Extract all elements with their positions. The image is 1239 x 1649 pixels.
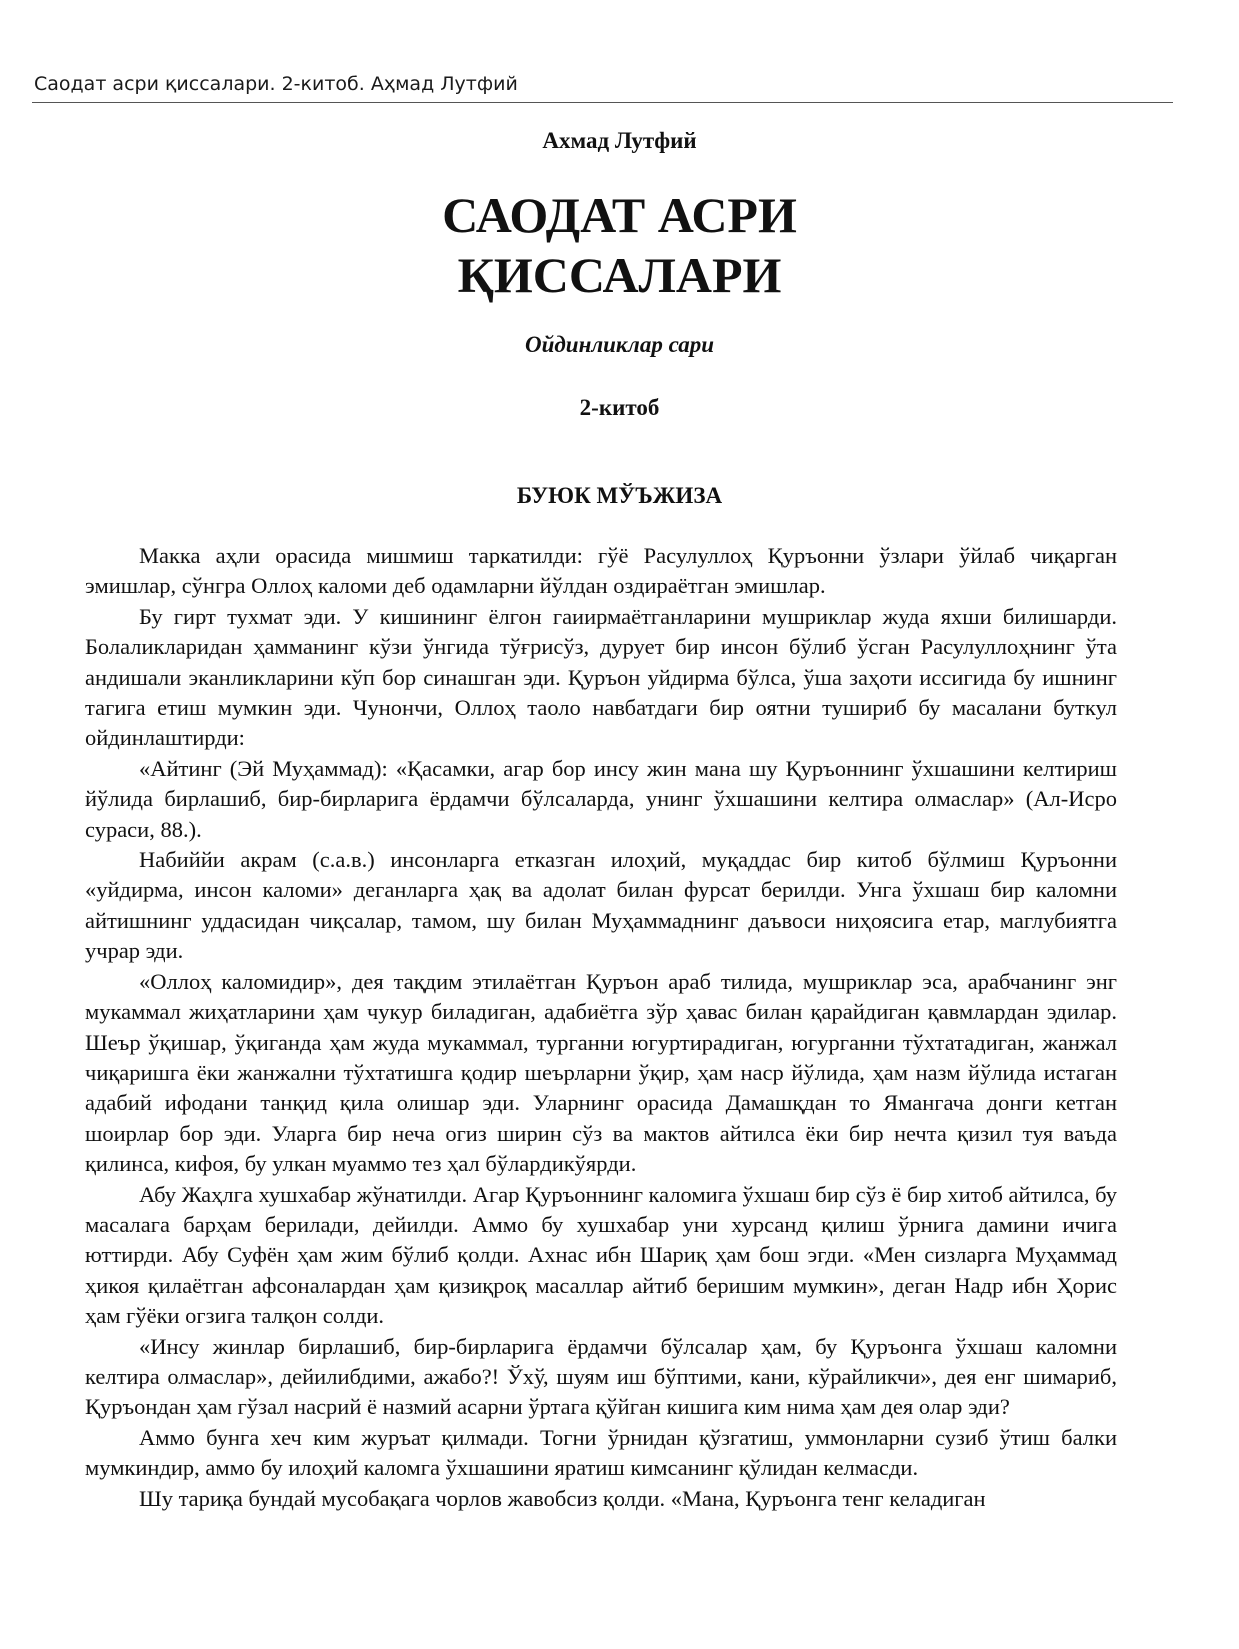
book-title <box>0 185 1239 305</box>
paragraph: «Айтинг (Эй Муҳаммад): «Қасамки, агар бор инсу жин мана шу Қуръоннинг ўхшашини келтириш йўлида бирлашиб, бир-бирларига ёрдамчи бўлсаларда, унинг ўхшашини келтира олмаслар» (Ал-Исро сураси, 88.). <box>85 755 1117 842</box>
paragraph: Набиййи акрам (с.а.в.) инсонларга етказган илоҳий, муқаддас бир китоб бўлмиш Қуръонни «уйдирма, инсон каломи» деганларга ҳақ ва адолат билан фурсат берилди. Унга ўхшаш бир каломни айтишнинг уддасидан чиқсалар, тамом, шу билан Муҳаммаднинг даъвоси ниҳоясига етар, маглубиятга учрар эди. <box>85 847 1117 964</box>
paragraph: Аммо бунга хеч ким журъат қилмади. Тогни ўрнидан қўзгатиш, уммонларни сузиб ўтиш балки мумкиндир, аммо бу илоҳий каломга ўхшашини яратиш кимсанинг қўлидан келмасди. <box>85 1424 1117 1481</box>
book-title-line-2: ҚИССАЛАРИ <box>457 247 782 303</box>
paragraph: Абу Жаҳлга хушхабар жўнатилди. Агар Қуръоннинг каломига ўхшаш бир сўз ё бир хитоб айтилса, бу масалага барҳам берилади, дейилди. Аммо бу хушхабар уни хурсанд қилиш ўрнига дамини ичига юттирди. Абу Суфён ҳам жим бўлиб қолди. Ахнас ибн Шариқ ҳам бош эгди. «Мен сизларга Муҳаммад ҳикоя қилаётган афсоналардан ҳам қизиқроқ масаллар айтиб беришим мумкин», деган Надр ибн Ҳорис ҳам гўёки огзига талқон солди. <box>85 1181 1117 1329</box>
book-subtitle: Ойдинликлар сари <box>524 332 715 357</box>
paragraph: Макка аҳли орасида мишмиш таркатилди: гўё Расулуллоҳ Қуръонни ўзлари ўйлаб чиқарган эмишлар, сўнгра Оллоҳ каломи деб одамларни йўлдан оздираётган эмишлар. <box>85 543 1117 599</box>
paragraph: Шу тариқа бундай мусобақага чорлов жавобсиз қолди. «Мана, Қуръонга тенг келадиган <box>139 1485 986 1511</box>
chapter-body <box>85 541 1117 1514</box>
author-name: Ахмад Лутфий <box>542 128 697 153</box>
paragraph: «Оллоҳ каломидир», дея тақдим этилаётган Қуръон араб тилида, мушриклар эса, арабчанинг энг мукаммал жиҳатларини ҳам чукур биладиган, адабиётга зўр ҳавас билан қарайдиган қавмлардан эдилар. Шеър ўқишар, ўқиганда ҳам жуда мукаммал, турганни югуртирадиган, югурганни тўхтатадиган, жанжал чиқаришга ёки жанжални тўхтатишга қодир шеърларни ўқир, ҳам наср йўлида, ҳам назм йўлида истаган адабий ифодани танқид қила олишар эди. Уларнинг орасида Дамашқдан то Ямангача донги кетган шоирлар бор эди. Уларга бир неча огиз ширин сўз ва мактов айтилса ёки бир нечта қизил туя ваъда қилинса, кифоя, бу улкан муаммо тез ҳал бўлардикўярди. <box>85 968 1117 1177</box>
paragraph: «Инсу жинлар бирлашиб, бир-бирларига ёрдамчи бўлсалар ҳам, бу Қуръонга ўхшаш каломни келтира олмаслар», дейилибдими, ажабо?! Ўхў, шуям иш бўптими, кани, кўрайликчи», дея енг шимариб, Қуръондан ҳам гўзал насрий ё назмий асарни ўртага қўйган кишига ким нима ҳам дея олар эди? <box>85 1333 1117 1420</box>
book-title-line-1: САОДАТ АСРИ <box>442 187 797 243</box>
running-header: Саодат асри қиссалари. 2-китоб. Аҳмад Лутфий <box>34 73 518 95</box>
book-volume-number: 2-китоб <box>579 395 660 420</box>
header-divider <box>32 102 1173 103</box>
chapter-title: БУЮК МЎЪЖИЗА <box>516 483 723 508</box>
paragraph: Бу гирт тухмат эди. У кишининг ёлгон гаиирмаётганларини мушриклар жуда яхши билишарди. Болаликларидан ҳамманинг кўзи ўнгида тўғрисўз, дурует бир инсон бўлиб ўсган Расулуллоҳнинг ўта андишали эканликларини кўп бор синашган эди. Қуръон уйдирма бўлса, ўша заҳоти иссигида бу ишнинг тагига етиш мумкин эди. Чунончи, Оллоҳ таоло навбатдаги бир оятни тушириб бу масалани буткул ойдинлаштирди: <box>85 603 1117 751</box>
